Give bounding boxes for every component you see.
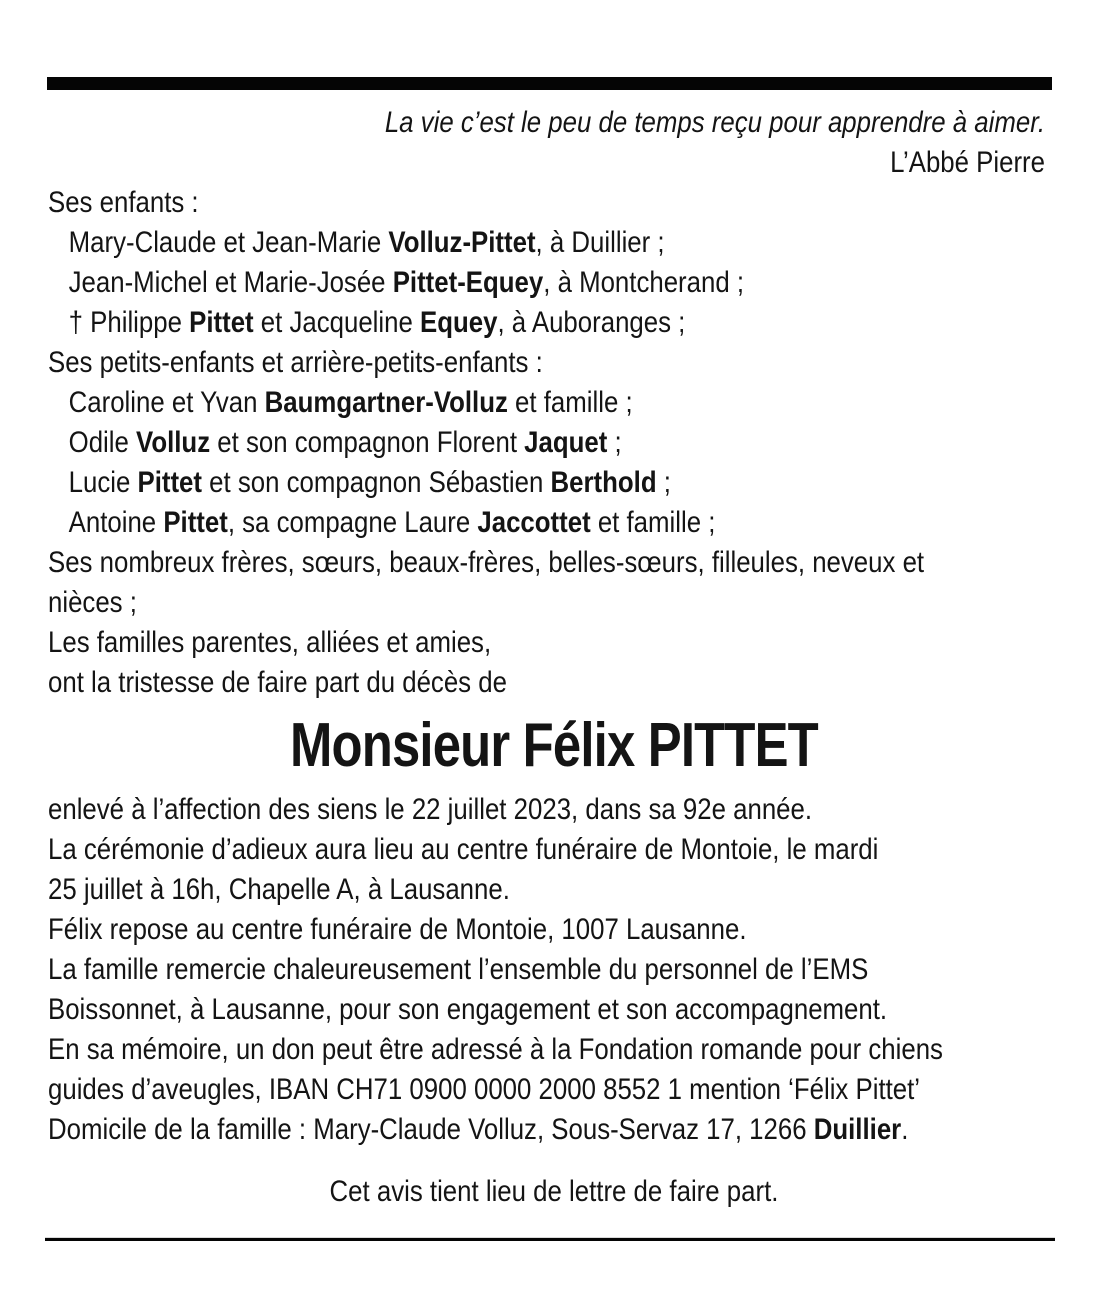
text-line: Caroline et Yvan Baumgartner-Volluz et famille ; <box>68 386 633 419</box>
text-line: Ses nombreux frères, sœurs, beaux-frères, belles-sœurs, filleules, neveux et <box>48 546 925 579</box>
text-line: Odile Volluz et son compagnon Florent Jaquet ; <box>68 426 622 459</box>
text-line: Jean-Michel et Marie-Josée Pittet-Equey, à Montcherand ; <box>68 266 745 299</box>
epigraph-quote <box>188 103 1045 143</box>
text-line: Ses enfants : <box>48 186 199 219</box>
epigraph-quote-text: La vie c’est le peu de temps reçu pour apprendre à aimer. <box>384 106 1046 139</box>
epigraph-attribution-text: L’Abbé Pierre <box>890 146 1045 179</box>
closing-note-text: Cet avis tient lieu de lettre de faire part. <box>329 1175 779 1208</box>
text-line: Domicile de la famille : Mary-Claude Volluz, Sous-Servaz 17, 1266 Duillier. <box>48 1113 909 1146</box>
text-line: Boissonnet, à Lausanne, pour son engagement et son accompagnement. <box>48 993 888 1026</box>
text-line: † Philippe Pittet et Jacqueline Equey, à Auboranges ; <box>68 306 686 339</box>
text-line: Les familles parentes, alliées et amies, <box>48 626 492 659</box>
deceased-name-text: Monsieur Félix PITTET <box>290 711 818 780</box>
text-line: La famille remercie chaleureusement l’ensemble du personnel de l’EMS <box>48 953 869 986</box>
epigraph-attribution <box>188 143 1045 183</box>
deceased-name-title <box>0 706 1108 786</box>
text-line: Lucie Pittet et son compagnon Sébastien Berthold ; <box>68 466 671 499</box>
epigraph <box>48 103 1045 183</box>
text-line: enlevé à l’affection des siens le 22 juillet 2023, dans sa 92e année. <box>48 793 813 826</box>
text-line: guides d’aveugles, IBAN CH71 0900 0000 2000 8552 1 mention ‘Félix Pittet’ <box>48 1073 921 1106</box>
closing-note <box>0 1172 1108 1212</box>
text-line: nièces ; <box>48 586 137 619</box>
text-line: Antoine Pittet, sa compagne Laure Jaccottet et famille ; <box>68 506 716 539</box>
text-line: ont la tristesse de faire part du décès de <box>48 666 507 699</box>
text-line: Félix repose au centre funéraire de Montoie, 1007 Lausanne. <box>48 913 747 946</box>
top-divider-bar <box>47 77 1052 90</box>
text-line: Mary-Claude et Jean-Marie Volluz-Pittet, à Duillier ; <box>68 226 665 259</box>
text-line: En sa mémoire, un don peut être adressé à la Fondation romande pour chiens <box>48 1033 943 1066</box>
bottom-divider-line <box>45 1237 1055 1241</box>
text-line: La cérémonie d’adieux aura lieu au centre funéraire de Montoie, le mardi <box>48 833 879 866</box>
text-line: 25 juillet à 16h, Chapelle A, à Lausanne. <box>48 873 510 906</box>
text-line: Ses petits-enfants et arrière-petits-enfants : <box>48 346 543 379</box>
family-section <box>48 183 1068 703</box>
details-section <box>48 790 1068 1150</box>
